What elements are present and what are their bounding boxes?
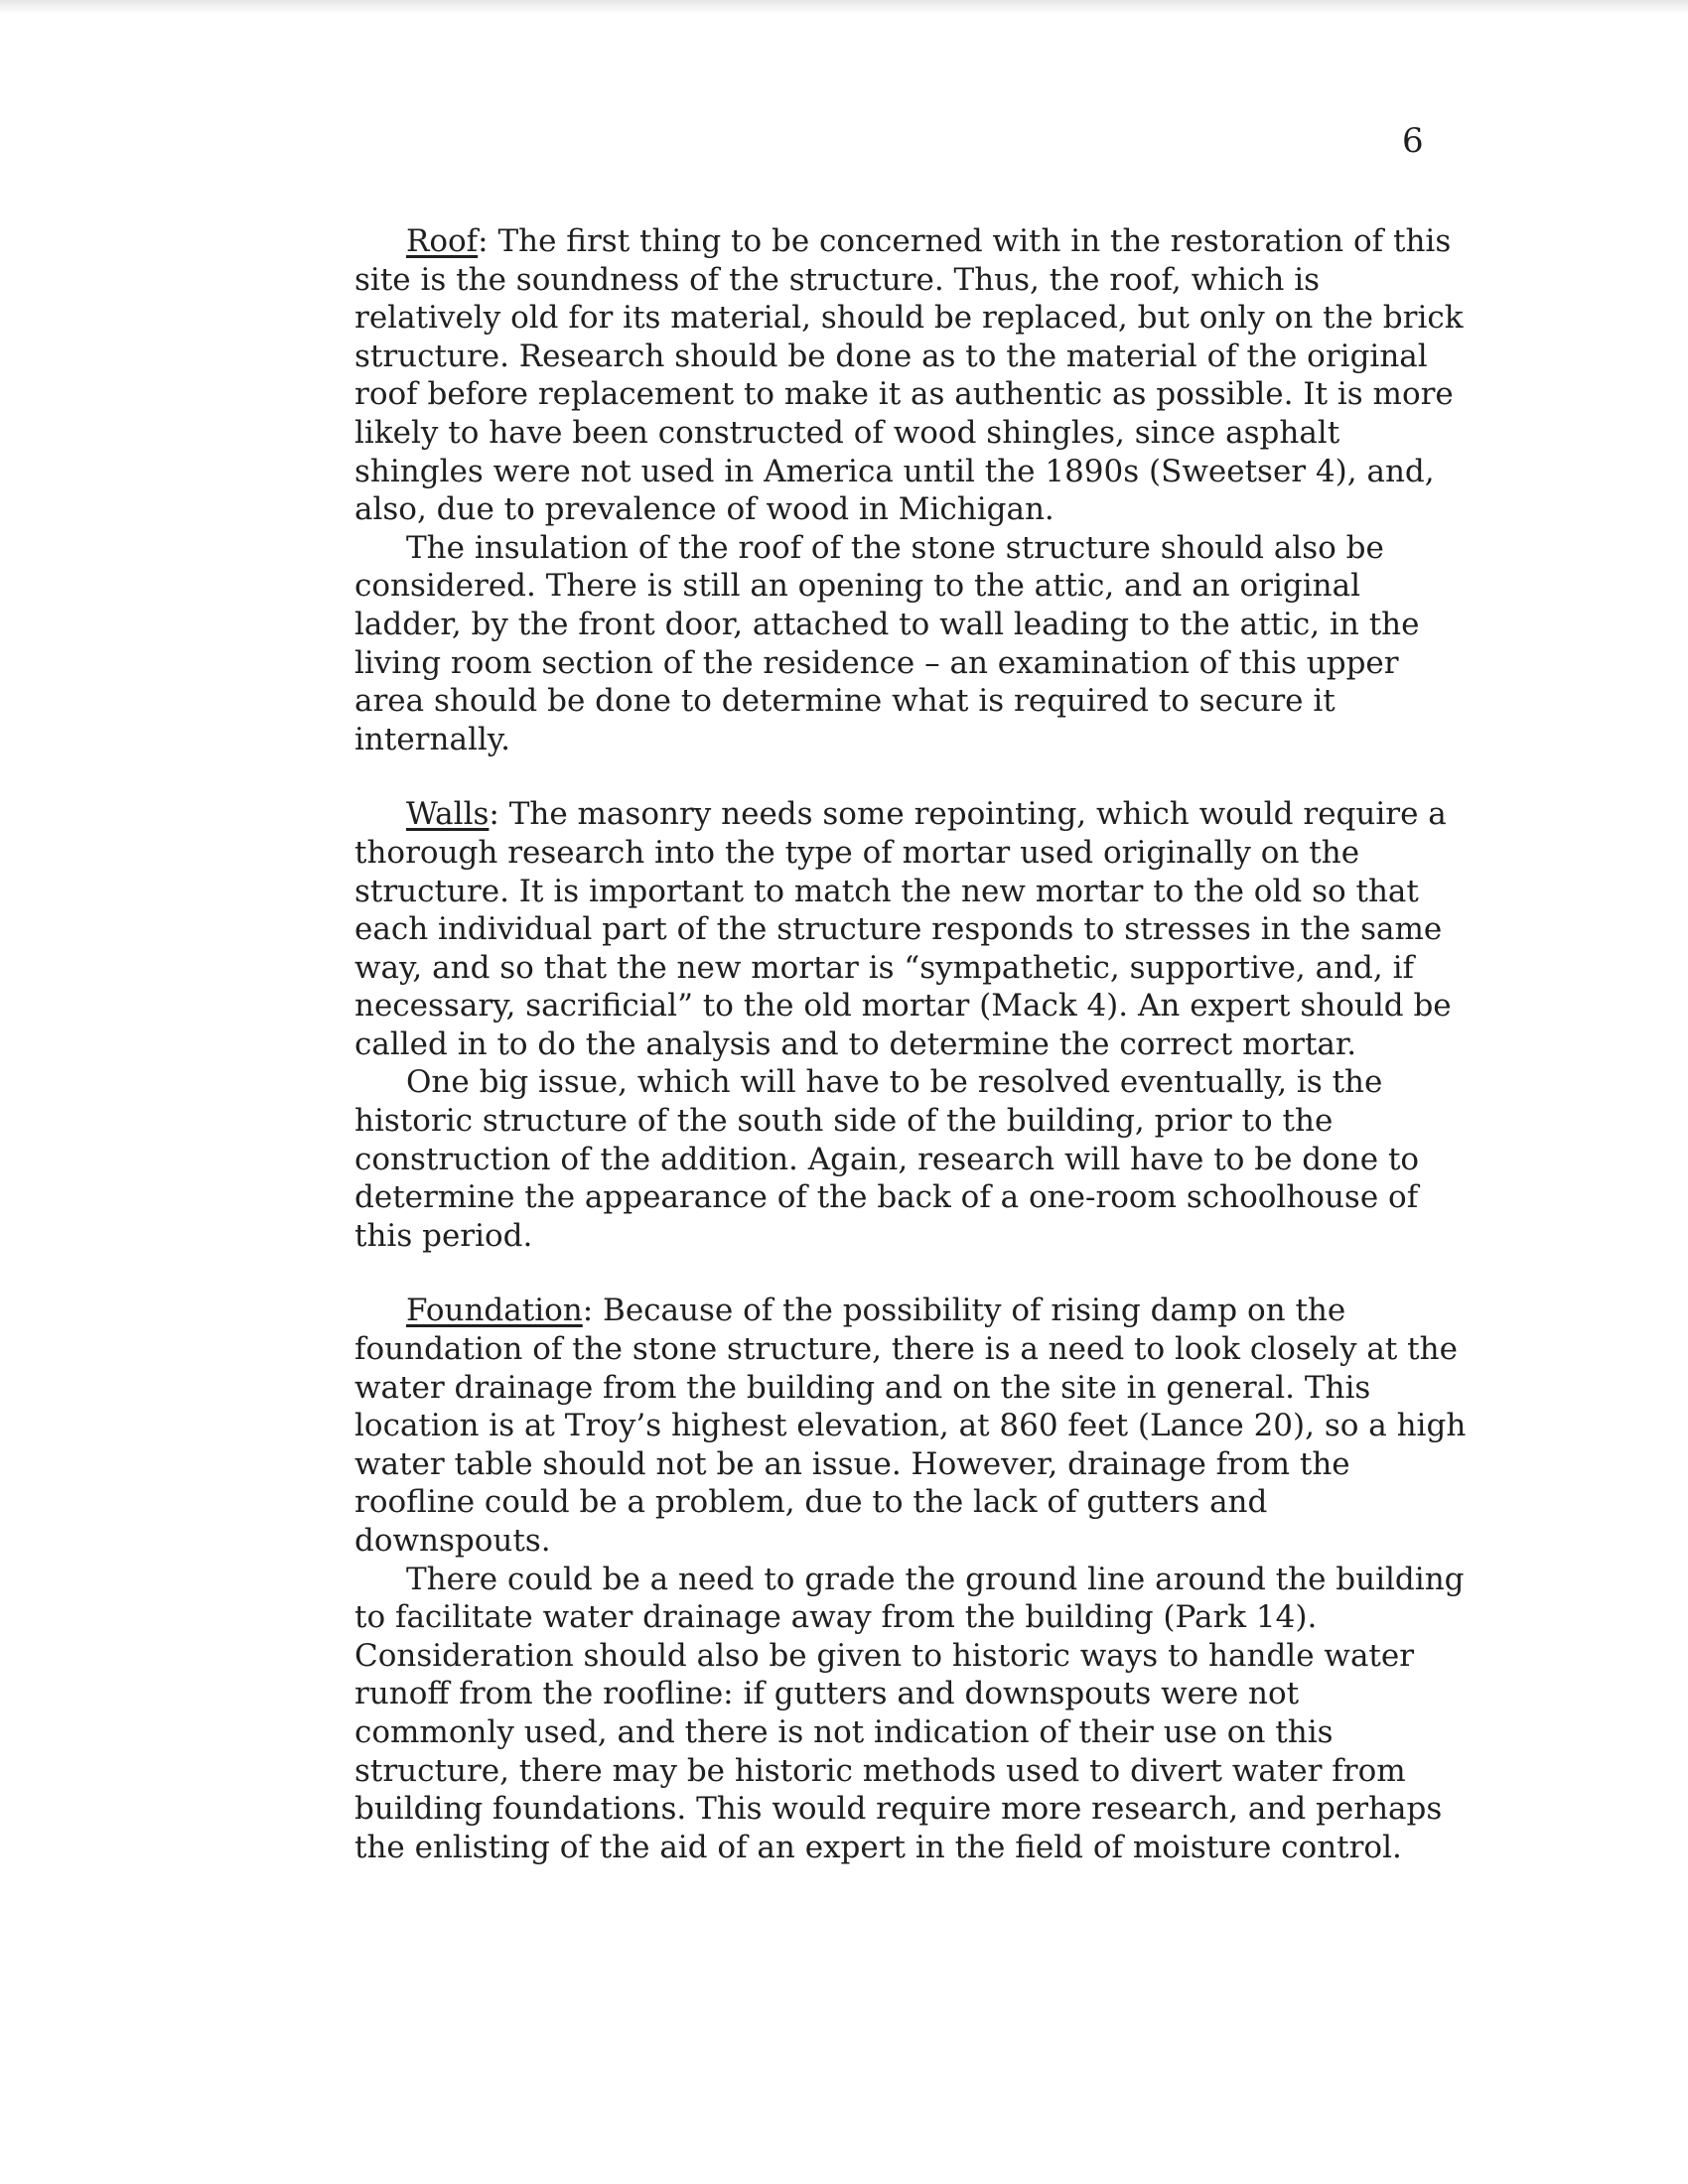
document-body — [354, 222, 1467, 1866]
roof-paragraph-1 — [354, 222, 1467, 529]
foundation-paragraph-1-text: : Because of the possibility of rising damp on the foundation of the stone structure, there is a need to look closely at the water drainage from the building and on the site in general. This location is at Troy’s highest elevation, at 860 feet (Lance 20), so a high water table should not be an issue. However, drainage from the roofline could be a problem, due to the lack of gutters and downspouts. — [354, 1293, 1467, 1559]
foundation-paragraph-2: There could be a need to grade the ground line around the building to facilitate water drainage away from the building (Park 14). Consideration should also be given to historic ways to handle water runoff from the roofline: if gutters and downspouts were not commonly used, and there is not indication of their use on this structure, there may be historic methods used to divert water from building foundations. This would require more research, and perhaps the enlisting of the aid of an expert in the field of moisture control. — [354, 1561, 1465, 1865]
page-number: 6 — [1402, 121, 1424, 161]
walls-paragraph-1-text: : The masonry needs some repointing, which would require a thorough research into the type of mortar used originally on the structure. It is important to match the new mortar to the old so that each individual part of the structure responds to stresses in the same way, and so that the new mortar is “sympathetic, supportive, and, if necessary, sacrificial” to the old mortar (Mack 4). An expert should be called in to do the analysis and to determine the correct mortar. — [354, 796, 1452, 1062]
scan-edge-shadow — [0, 0, 1688, 14]
walls-paragraph-2: One big issue, which will have to be resolved eventually, is the historic structure of the south side of the building, prior to the construction of the addition. Again, research will have to be done to determine the appearance of the back of a one-room schoolhouse of this period. — [354, 1064, 1420, 1254]
section-heading-foundation: Foundation — [406, 1293, 583, 1329]
foundation-paragraph-1 — [354, 1292, 1467, 1560]
section-heading-walls: Walls — [406, 796, 490, 833]
roof-paragraph-2: The insulation of the roof of the stone structure should also be considered. There is still an opening to the attic, and an original ladder, by the front door, attached to wall leading to the attic, in the living room section of the residence – an examination of this upper area should be done to determine what is required to secure it internally. — [354, 529, 1420, 757]
walls-paragraph-1 — [354, 795, 1467, 1063]
section-heading-roof: Roof — [406, 223, 479, 259]
roof-paragraph-1-text: : The first thing to be concerned with in the restoration of this site is the soundness of the structure. Thus, the roof, which is relatively old for its material, should be replaced, but only on the brick structure. Research should be done as to the material of the original roof before replacement to make it as authentic as possible. It is more likely to have been constructed of wood shingles, since asphalt shingles were not used in America until the 1890s (Sweetser 4), and, also, due to prevalence of wood in Michigan. — [354, 223, 1464, 528]
